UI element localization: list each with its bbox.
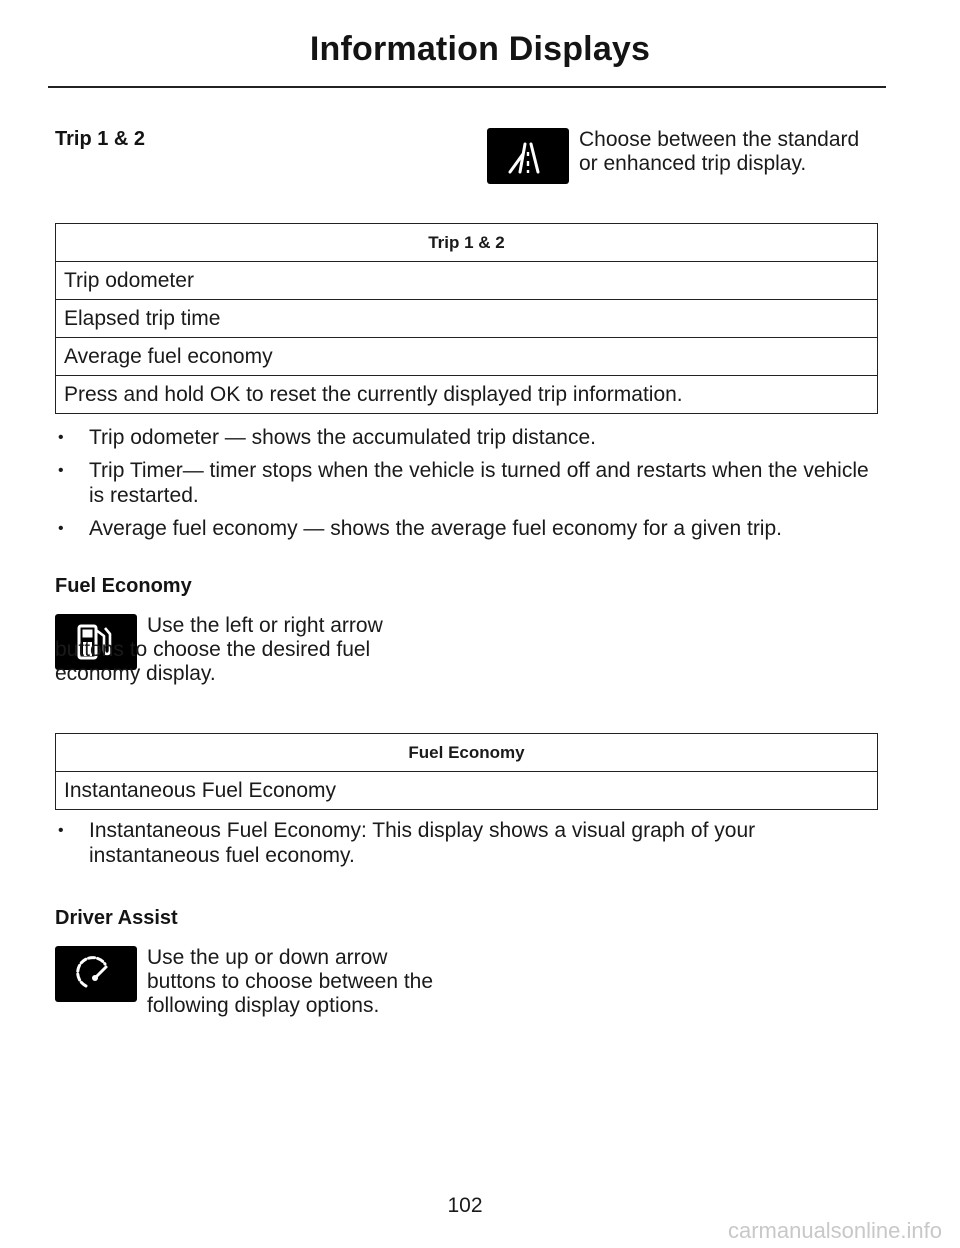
fuel-bullet-list <box>55 818 885 876</box>
gauge-icon <box>55 946 137 1002</box>
list-item: • Trip odometer — shows the accumulated trip distance. <box>55 425 885 450</box>
road-icon <box>487 128 569 184</box>
watermark: carmanualsonline.info <box>727 1218 942 1243</box>
trip-table <box>55 223 878 414</box>
table-row: Instantaneous Fuel Economy <box>56 772 878 810</box>
trip-table-header: Trip 1 & 2 <box>56 224 878 262</box>
trip-description: Choose between the standard or enhanced trip display. <box>579 128 860 175</box>
header-divider <box>48 86 886 88</box>
table-row: Press and hold OK to reset the currently displayed trip information. <box>56 376 878 414</box>
list-item: • Instantaneous Fuel Economy: This display shows a visual graph of your instantaneous fuel economy. <box>55 818 885 868</box>
trip-heading: Trip 1 & 2 <box>55 128 146 150</box>
page-title: Information Displays <box>309 30 651 68</box>
trip-bullet-list <box>55 425 885 549</box>
table-row: Elapsed trip time <box>56 300 878 338</box>
fuel-table-header: Fuel Economy <box>56 734 878 772</box>
fuel-table <box>55 733 878 810</box>
page-number: 102 <box>447 1194 483 1217</box>
list-item: • Trip Timer— timer stops when the vehicle is turned off and restarts when the vehicle is restarted. <box>55 458 885 508</box>
table-row: Average fuel economy <box>56 338 878 376</box>
table-row: Trip odometer <box>56 262 878 300</box>
driver-assist-heading: Driver Assist <box>55 907 178 929</box>
list-item: • Average fuel economy — shows the average fuel economy for a given trip. <box>55 516 885 541</box>
fuel-description: Use the left or right arrow buttons to choose the desired fuel economy display. <box>55 614 383 685</box>
driver-assist-description: Use the up or down arrow buttons to choose between the following display options. <box>147 946 434 1017</box>
fuel-heading: Fuel Economy <box>55 575 192 597</box>
